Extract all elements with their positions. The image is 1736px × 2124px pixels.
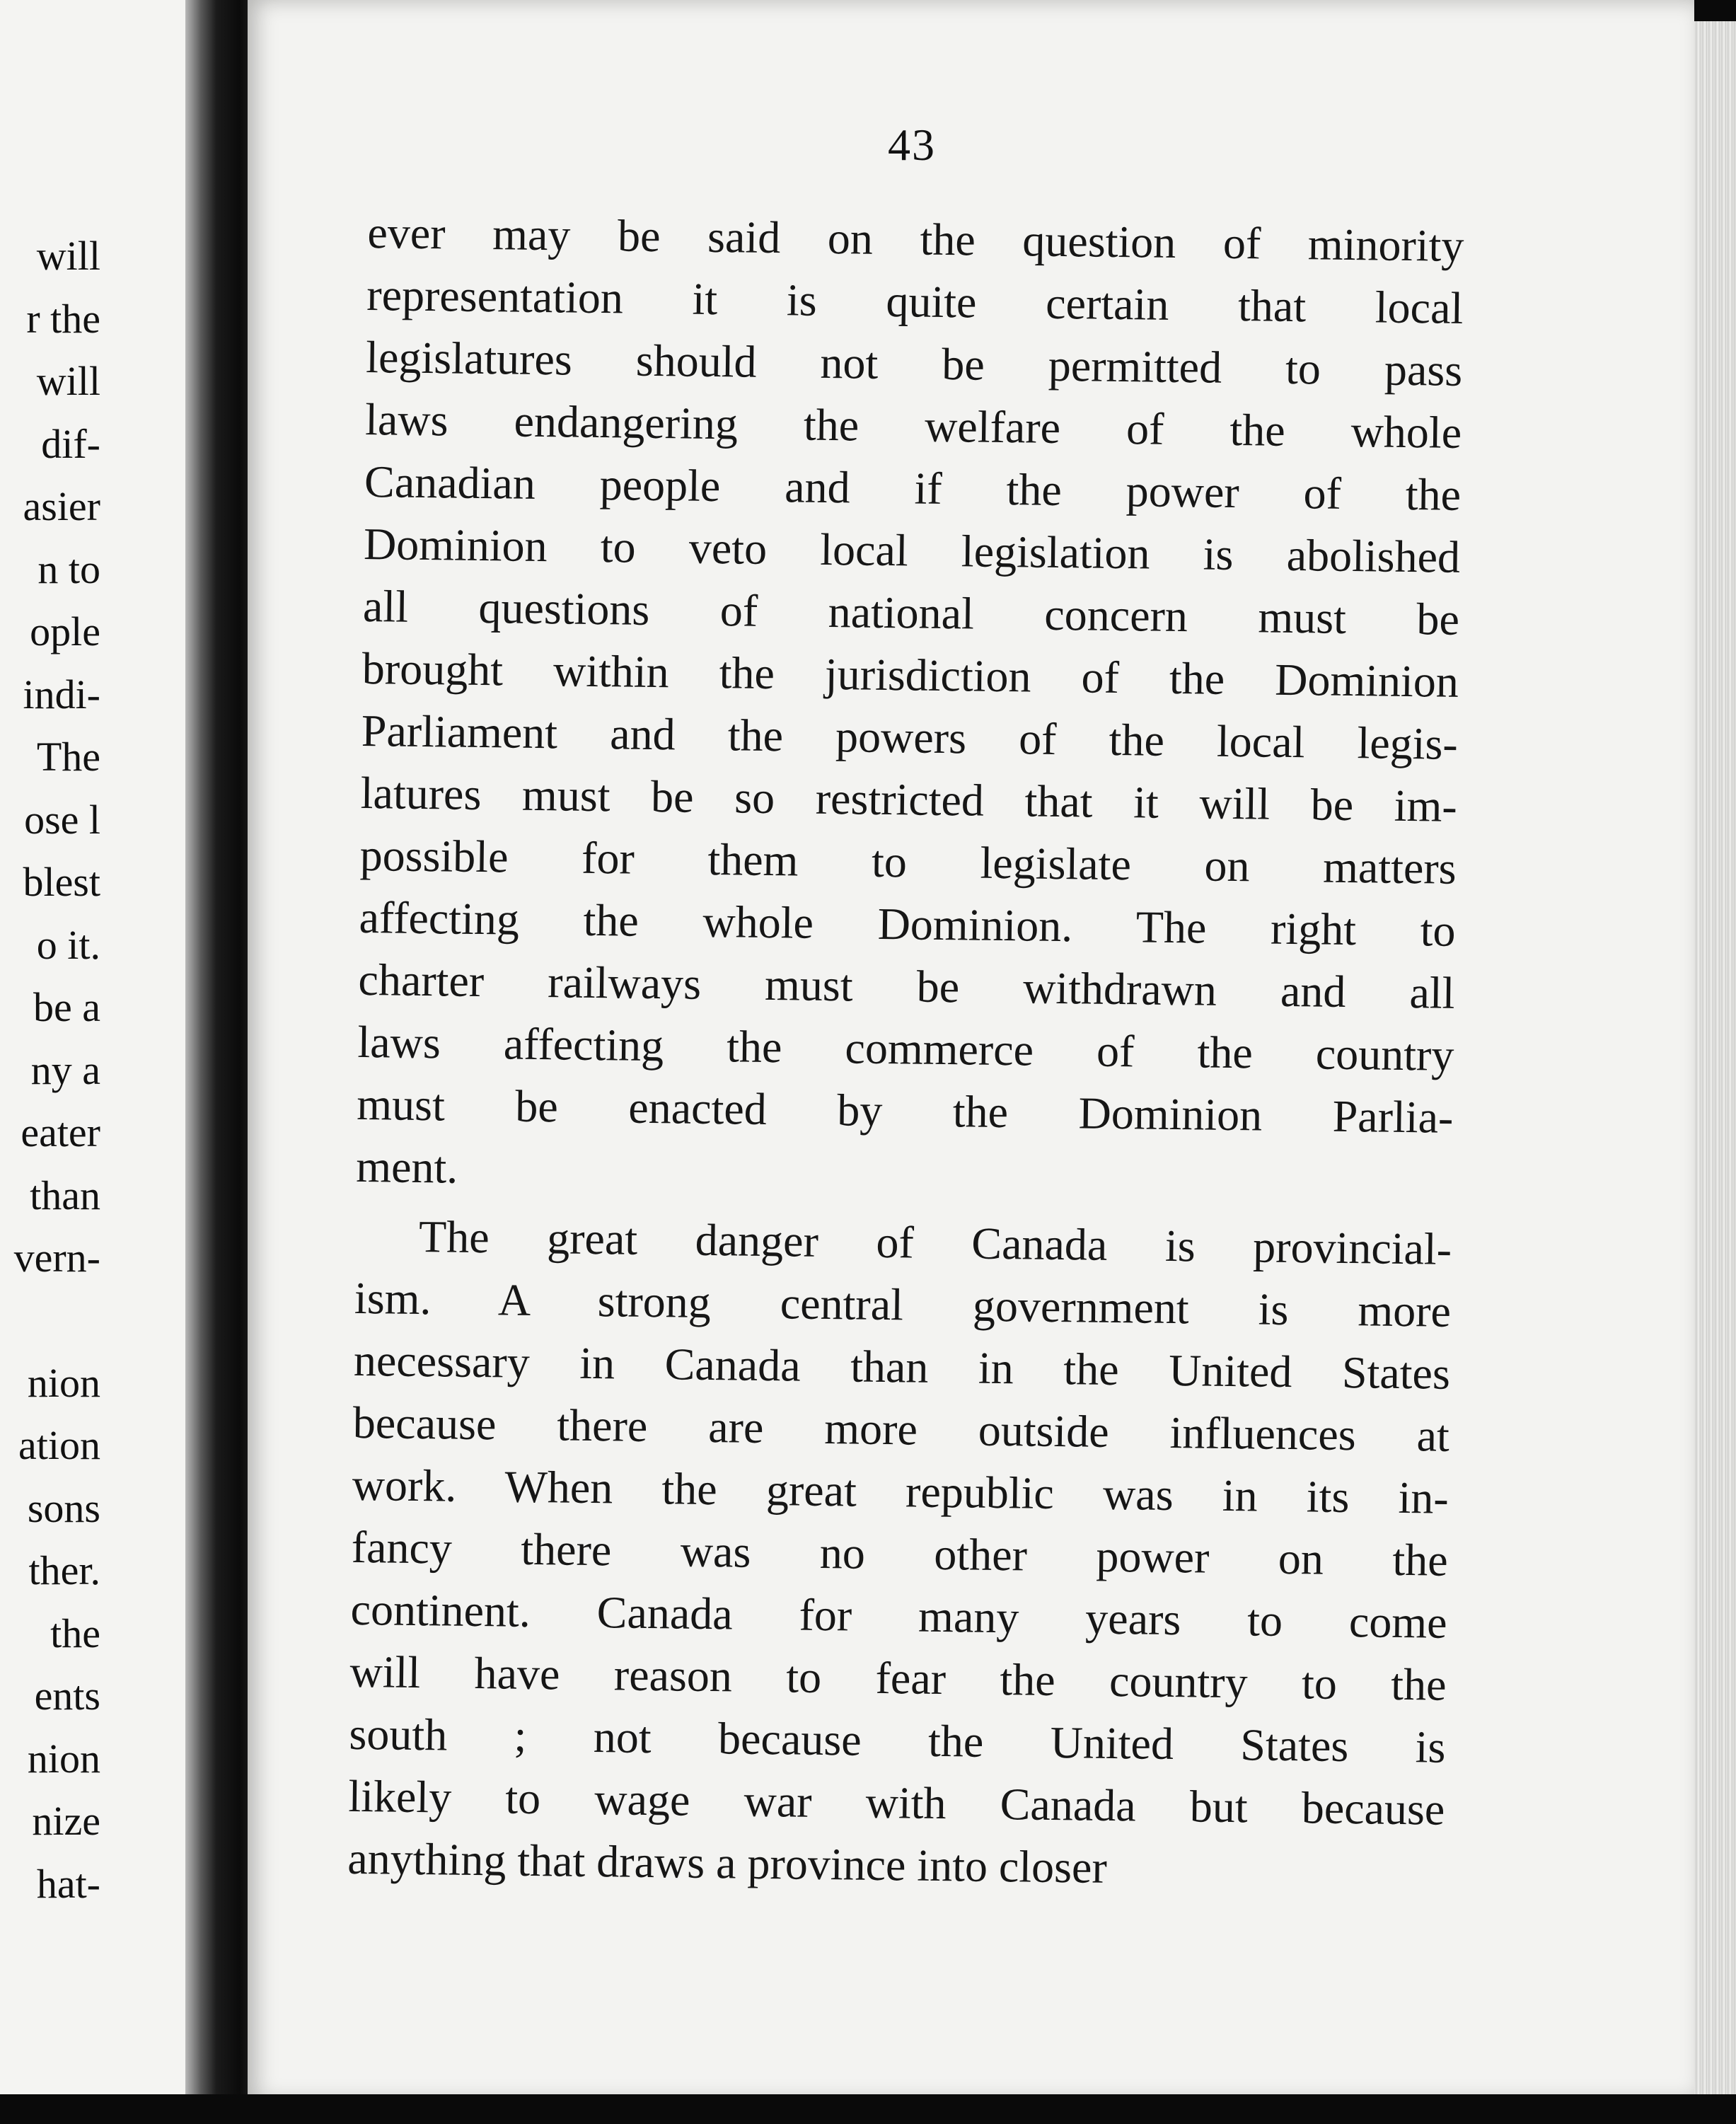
text-line: brought within the jurisdiction of the Dominion: [361, 642, 1459, 707]
text-line: representation it is quite certain that local: [366, 269, 1464, 333]
left-fragment-line: indi-: [23, 671, 100, 717]
left-fragment-line: dif-: [41, 420, 100, 467]
left-fragment-line: hat-: [36, 1860, 100, 1907]
text-line: affecting the whole Dominion. The right to: [359, 891, 1456, 956]
left-fragment-line: r the: [26, 295, 100, 342]
left-fragment-line: ople: [30, 608, 100, 654]
text-line: The great danger of Canada is provincial-: [418, 1211, 1452, 1274]
text-line: Parliament and the powers of the local legis-: [361, 705, 1459, 769]
text-line: Canadian people and if the power of the: [364, 456, 1462, 520]
text-line: all questions of national concern must be: [362, 580, 1460, 645]
left-page-text-fragments: [14, 225, 100, 1915]
left-fragment-line: nize: [32, 1798, 100, 1844]
text-line: work. When the great republic was in its in-: [352, 1459, 1449, 1523]
page-edges: [1694, 21, 1736, 2101]
left-fragment-line: be a: [33, 984, 100, 1030]
text-line: possible for them to legislate on matters: [359, 829, 1457, 894]
left-fragment-line: ents: [34, 1673, 100, 1719]
text-line: charter railways must be withdrawn and all: [358, 954, 1455, 1018]
page-number: 43: [888, 120, 936, 170]
text-line: latures must be so restricted that it will be im-: [360, 767, 1458, 831]
left-fragment-line: [14, 1290, 100, 1352]
left-fragment-line: o it.: [36, 921, 100, 968]
left-facing-page: [0, 0, 212, 2094]
text-line: because there are more outside influences at: [352, 1397, 1450, 1461]
left-fragment-line: asier: [23, 483, 100, 529]
left-fragment-line: will: [36, 358, 100, 404]
left-fragment-line: nion: [27, 1735, 100, 1782]
text-line: laws affecting the commerce of the country: [357, 1016, 1454, 1080]
text-line: necessary in Canada than in the United States: [353, 1334, 1451, 1399]
left-fragment-line: eater: [21, 1109, 100, 1155]
text-line: ism. A strong central government is more: [354, 1272, 1452, 1337]
text-line: will have reason to fear the country to the: [349, 1646, 1447, 1710]
left-fragment-line: will: [36, 233, 100, 279]
left-fragment-line: ther.: [28, 1547, 100, 1593]
text-line: ment.: [355, 1141, 458, 1193]
left-fragment-line: n to: [37, 546, 100, 592]
text-line: ever may be said on the question of minority: [367, 207, 1464, 271]
text-line: continent. Canada for many years to come: [350, 1583, 1448, 1648]
left-fragment-line: The: [36, 734, 100, 780]
left-fragment-line: nion: [27, 1359, 100, 1406]
text-line: must be enacted by the Dominion Parlia-: [356, 1078, 1454, 1143]
text-line: fancy there was no other power on the: [351, 1521, 1449, 1586]
text-line: laws endangering the welfare of the whole: [364, 393, 1462, 458]
scan-border: [0, 2094, 1736, 2124]
left-fragment-line: the: [50, 1610, 100, 1656]
left-fragment-line: sons: [27, 1484, 100, 1531]
paragraph-2: [347, 1205, 1452, 1903]
left-fragment-line: ny a: [30, 1046, 100, 1093]
left-fragment-line: ose l: [24, 796, 100, 843]
text-line: anything that draws a province into closer: [347, 1832, 1108, 1893]
text-line: legislatures should not be permitted to pass: [365, 331, 1463, 396]
left-fragment-line: blest: [23, 859, 100, 905]
left-fragment-line: ation: [18, 1422, 100, 1468]
paragraph-1: [356, 202, 1464, 1211]
text-line: Dominion to veto local legislation is abolished: [363, 518, 1461, 582]
left-fragment-line: vern-: [13, 1235, 100, 1281]
text-line: likely to wage war with Canada but because: [348, 1770, 1445, 1835]
left-fragment-line: than: [30, 1172, 100, 1218]
body-text: [347, 202, 1464, 1903]
text-line: south ; not because the United States is: [349, 1708, 1446, 1772]
